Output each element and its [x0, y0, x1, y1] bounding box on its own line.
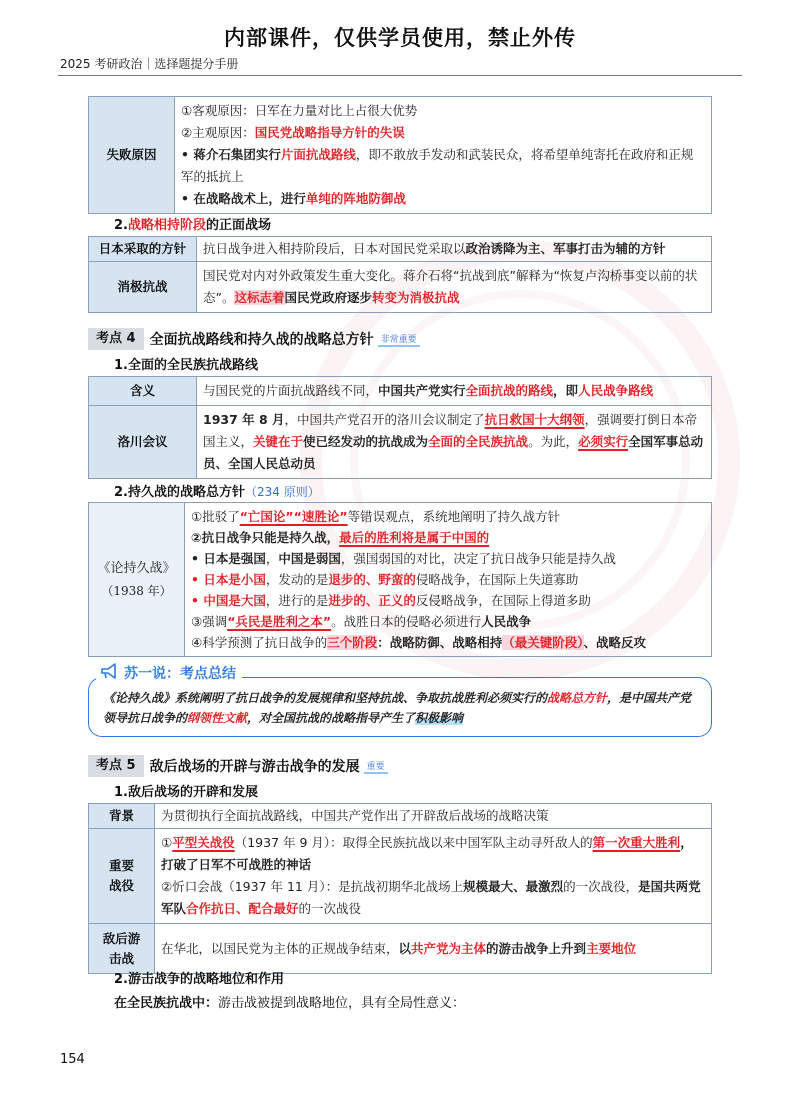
megaphone-icon	[100, 662, 120, 684]
table-label-cell	[89, 503, 185, 657]
enemy-table-block	[88, 803, 712, 974]
table-row	[89, 406, 712, 479]
page-number: 154	[60, 1052, 85, 1067]
table-row	[89, 829, 712, 924]
summary-header	[96, 662, 242, 684]
table-label-cell: 含义	[89, 377, 197, 406]
kaodian-badge: 考点 4	[88, 328, 144, 350]
book-year: （1938 年）	[101, 583, 172, 598]
enemy-table	[88, 803, 712, 974]
table-label-cell: 洛川会议	[89, 406, 197, 479]
kaodian-badge: 考点 5	[88, 755, 144, 777]
line-table-block	[88, 376, 712, 479]
kaodian-4-heading	[88, 327, 420, 351]
table-content-cell: 1937 年 8 月，中国共产党召开的洛川会议制定了抗日救国十大纲领，强调要打倒日本帝国主义，关键在于使已经发动的抗战成为全面的全民族抗战。为此，必须实行全国军事总动员、全国人民总动员	[197, 406, 712, 479]
summary-title: 苏一说：考点总结	[124, 666, 236, 682]
table-content-cell: 国民党对内对外政策发生重大变化。蒋介石将“抗战到底”解释为“恢复卢沟桥事变以前的状态”。这标志着国民党政府逐步转变为消极抗战	[197, 262, 712, 313]
objective-cause: ①客观原因：日军在力量对比上占很大优势	[181, 103, 418, 118]
final-line: 在全民族抗战中：游击战被提到战略地位，具有全局性意义：	[114, 996, 466, 1011]
summary-text: 《论持久战》系统阐明了抗日战争的发展规律和坚持抗战、争取抗战胜利必须实行的战略总方针，是中国共产党领导抗日战争的纲领性文献，对全国抗战的战略指导产生了积极影响	[103, 691, 692, 725]
bullet-line: • 在战略战术上，进行单纯的阵地防御战	[181, 191, 406, 206]
kaodian-title: 全面抗战路线和持久战的战略总方针	[149, 332, 374, 348]
table-label-cell: 背景	[89, 804, 155, 829]
table-content-cell: 在华北，以国民党为主体的正规战争结束，以共产党为主体的游击战争上升到主要地位	[155, 924, 712, 974]
table-row	[89, 924, 712, 974]
point-line: ④科学预测了抗日战争的三个阶段：战略防御、战略相持（最关键阶段）、战略反攻	[191, 635, 647, 650]
book-title: 《论持久战》	[97, 560, 176, 576]
table-row	[89, 237, 712, 262]
section-heading: 2.持久战的战略总方针（234 原则）	[114, 485, 320, 500]
header-title: 内部课件，仅供学员使用，禁止外传	[224, 26, 576, 50]
section-heading: 2.游击战争的战略地位和作用	[114, 972, 284, 987]
table-content-cell	[185, 503, 712, 657]
header-subtitle: 2025 考研政治｜选择题提分手册	[60, 57, 239, 71]
point-line: ③强调“兵民是胜利之本”。战胜日本的侵略必须进行人民战争	[191, 614, 532, 629]
protracted-table-block	[88, 502, 712, 657]
kaodian-title: 敌后战场的开辟与游击战争的发展	[149, 759, 360, 775]
header-divider	[58, 75, 742, 76]
point-line: ①批驳了“亡国论”“速胜论”等错误观点，系统地阐明了持久战方针	[191, 509, 561, 524]
table-row	[89, 503, 712, 657]
section-heading: 1.敌后战场的开辟和发展	[114, 785, 258, 800]
stalemate-table	[88, 236, 712, 313]
point-line: • 中国是大国，进行的是进步的、正义的反侵略战争，在国际上得道多助	[191, 593, 591, 608]
importance-tag: 重要	[364, 759, 388, 774]
table-label-cell: 重要战役	[89, 829, 155, 924]
table-content-cell	[155, 829, 712, 924]
table-row	[89, 262, 712, 313]
table-content-cell: 为贯彻执行全面抗战路线，中国共产党作出了开辟敌后战场的战略决策	[155, 804, 712, 829]
table-label-cell: 失败原因	[89, 97, 175, 214]
point-line: • 日本是小国，发动的是退步的、野蛮的侵略战争，在国际上失道寡助	[191, 572, 579, 587]
table-content-cell: 抗日战争进入相持阶段后，日本对国民党采取以政治诱降为主、军事打击为辅的方针	[197, 237, 712, 262]
table-label-cell: 日本采取的方针	[89, 237, 197, 262]
failure-table	[88, 96, 712, 214]
table-content-cell: 与国民党的片面抗战路线不同，中国共产党实行全面抗战的路线，即人民战争路线	[197, 377, 712, 406]
table-row	[89, 804, 712, 829]
table-label-cell: 消极抗战	[89, 262, 197, 313]
stalemate-table-block	[88, 236, 712, 313]
table-row	[89, 377, 712, 406]
section-heading: 2.战略相持阶段的正面战场	[114, 218, 272, 233]
point-line: ②抗日战争只能是持久战，最后的胜利将是属于中国的	[191, 530, 490, 545]
summary-box	[88, 677, 712, 737]
bullet-line: • 蒋介石集团实行片面抗战路线，即不敢放手发动和武装民众，将希望单纯寄托在政府和正规军的抵抗上	[181, 147, 694, 184]
importance-tag: 非常重要	[378, 332, 420, 347]
protracted-table	[88, 502, 712, 657]
section-heading: 1.全面的全民族抗战路线	[114, 358, 258, 373]
table-content-cell	[175, 97, 712, 214]
failure-table-block	[88, 96, 712, 214]
kaodian-5-heading	[88, 754, 388, 778]
battle-line: ②忻口会战（1937 年 11 月）：是抗战初期华北战场上规模最大、最激烈的一次战役，是国共两党军队合作抗日、配合最好的一次战役	[161, 879, 701, 916]
table-row	[89, 97, 712, 214]
table-label-cell: 敌后游击战	[89, 924, 155, 974]
battle-line: ①平型关战役（1937 年 9 月）：取得全民族抗战以来中国军队主动寻歼敌人的第一次重大胜利，打破了日军不可战胜的神话	[161, 835, 693, 872]
subjective-cause: ②主观原因：国民党战略指导方针的失误	[181, 125, 405, 140]
line-table	[88, 376, 712, 479]
point-line: • 日本是强国，中国是弱国，强国弱国的对比，决定了抗日战争只能是持久战	[191, 551, 616, 566]
